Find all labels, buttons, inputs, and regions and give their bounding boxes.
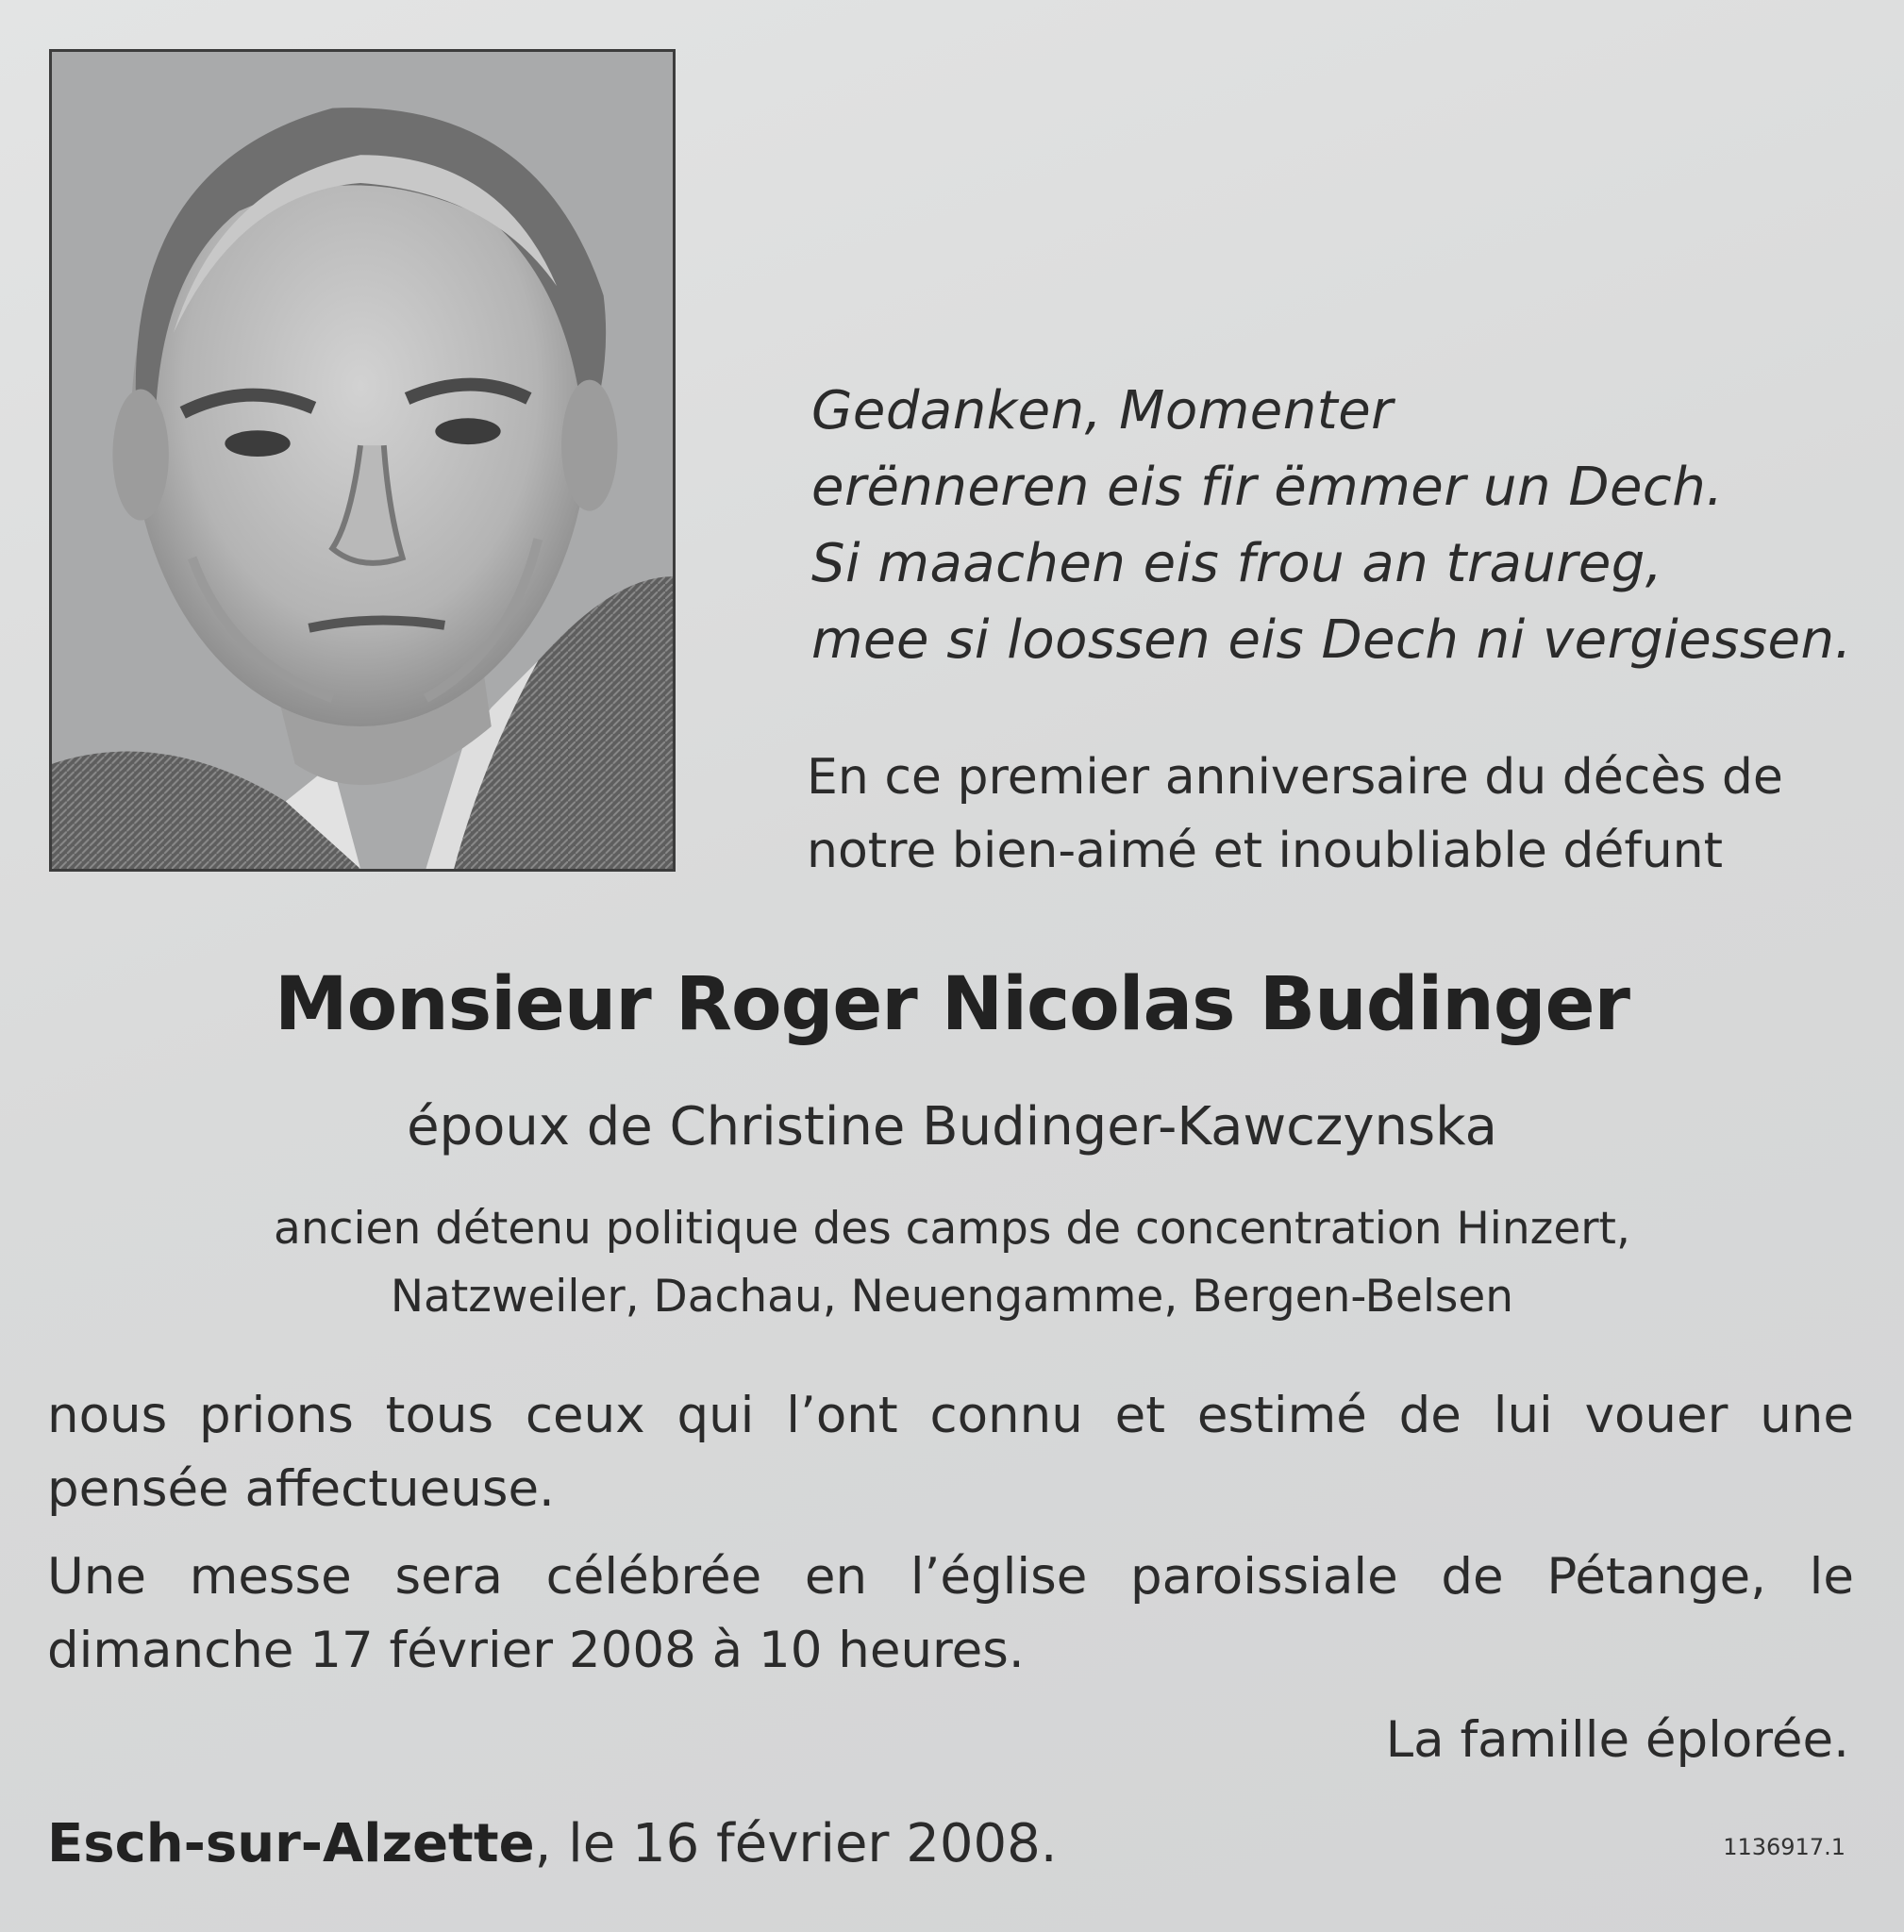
reference-number: 1136917.1 xyxy=(1723,1834,1846,1860)
poem-line: mee si loossen eis Dech ni vergiessen. xyxy=(811,609,1852,671)
poem-line: Si maachen eis frou an traureg, xyxy=(811,533,1663,594)
deceased-name: Monsieur Roger Nicolas Budinger xyxy=(274,962,1630,1047)
portrait-image xyxy=(52,52,673,869)
anniversary-intro xyxy=(807,741,1882,888)
mass-paragraph: Une messe sera célébrée en l’église paroissiale de Pétange, le dimanche 17 février 2008 à 10 heures. xyxy=(47,1548,1854,1679)
poem xyxy=(811,373,1868,678)
detenu-line: Natzweiler, Dachau, Neuengamme, Bergen-Belsen xyxy=(390,1271,1514,1323)
poem-line: Gedanken, Momenter xyxy=(811,380,1394,441)
date: , le 16 février 2008. xyxy=(534,1813,1058,1874)
spouse-line: époux de Christine Budinger-Kawczynska xyxy=(407,1096,1497,1158)
poem-line: erënneren eis fir ëmmer un Dech. xyxy=(811,457,1724,518)
detenu-description xyxy=(0,1195,1904,1331)
place-date xyxy=(47,1807,1058,1882)
request-paragraph: nous prions tous ceux qui l’ont connu et estimé de lui vouer une pensée affectueuse. xyxy=(47,1387,1854,1518)
intro-line: notre bien-aimé et inoubliable défunt xyxy=(807,823,1724,879)
place: Esch-sur-Alzette xyxy=(47,1813,535,1874)
detenu-line: ancien détenu politique des camps de concentration Hinzert, xyxy=(274,1203,1630,1255)
family-signature: La famille éplorée. xyxy=(1385,1711,1849,1769)
intro-line: En ce premier anniversaire du décès de xyxy=(807,749,1783,806)
portrait-photo xyxy=(49,49,676,872)
